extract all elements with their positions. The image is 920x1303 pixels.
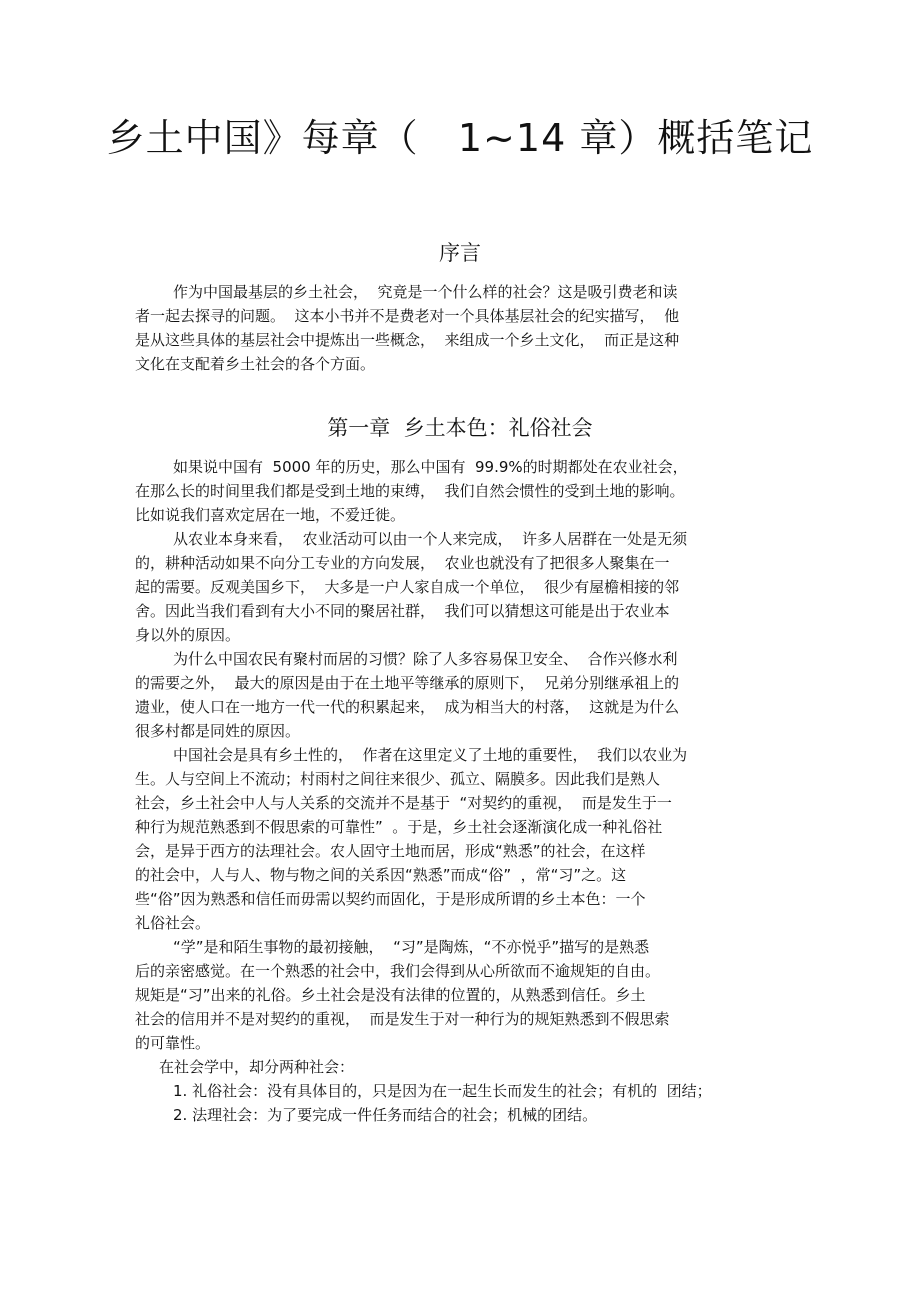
chapter1-line: 比如说我们喜欢定居在一地，不爱迁徙。 <box>135 506 406 524</box>
chapter1-line: 在那么长的时间里我们都是受到土地的束缚， 我们自然会惯性的受到土地的影响。 <box>135 482 685 500</box>
chapter1-line: 社会，乡土社会中人与人关系的交流并不是基于 “对契约的重视， 而是发生于一 <box>135 794 672 812</box>
chapter1-line: 些“俗”因为熟悉和信任而毋需以契约而固化，于是形成所谓的乡土本色：一个 <box>135 890 646 908</box>
chapter1-line: 起的需要。反观美国乡下， 大多是一户人家自成一个单位， 很少有屋檐相接的邻 <box>135 578 680 596</box>
chapter1-line: “学”是和陌生事物的最初接触， “习”是陶炼，“不亦悦乎”描写的是熟悉 <box>173 938 650 956</box>
document-title: 乡土中国》每章（ 1~14 章）概括笔记 <box>106 116 814 160</box>
chapter1-line: 在社会学中，却分两种社会： <box>159 1058 355 1076</box>
chapter1-line: 中国社会是具有乡土性的， 作者在这里定义了土地的重要性， 我们以农业为 <box>173 746 688 764</box>
chapter1-body <box>135 455 775 1127</box>
chapter1-line: 的社会中，人与人、物与物之间的关系因“熟悉”而成“俗” ，常“习”之。这 <box>135 866 627 884</box>
chapter1-heading: 第一章 乡土本色：礼俗社会 <box>327 416 593 440</box>
chapter1-line: 社会的信用并不是对契约的重视， 而是发生于对一种行为的规矩熟悉到不假思索 <box>135 1010 670 1028</box>
chapter1-line: 身以外的原因。 <box>135 626 241 644</box>
chapter1-line: 种行为规范熟悉到不假思索的可靠性” 。于是，乡土社会逐渐演化成一种礼俗社 <box>135 818 663 836</box>
chapter1-list-item: 1. 礼俗社会：没有具体目的，只是因为在一起生长而发生的社会；有机的 团结； <box>173 1082 712 1100</box>
chapter1-line: 生。人与空间上不流动；村雨村之间往来很少、孤立、隔膜多。因此我们是熟人 <box>135 770 661 788</box>
chapter1-line: 为什么中国农民有聚村而居的习惯？除了人多容易保卫安全、 合作兴修水利 <box>173 650 678 668</box>
chapter1-line: 从农业本身来看， 农业活动可以由一个人来完成， 许多人居群在一处是无须 <box>173 530 688 548</box>
chapter1-list-item: 2. 法理社会：为了要完成一件任务而结合的社会；机械的团结。 <box>173 1106 598 1124</box>
preface-paragraph <box>135 280 775 376</box>
preface-heading: 序言 <box>439 241 481 265</box>
chapter1-line: 的可靠性。 <box>135 1034 211 1052</box>
chapter1-line: 如果说中国有 5000 年的历史，那么中国有 99.9%的时期都处在农业社会， <box>173 458 688 476</box>
chapter1-line: 后的亲密感觉。在一个熟悉的社会中，我们会得到从心所欲而不逾规矩的自由。 <box>135 962 661 980</box>
chapter1-line: 舍。因此当我们看到有大小不同的聚居社群， 我们可以猜想这可能是出于农业本 <box>135 602 670 620</box>
chapter1-line: 的需要之外， 最大的原因是由于在土地平等继承的原则下， 兄弟分别继承祖上的 <box>135 674 680 692</box>
chapter1-line: 很多村都是同姓的原因。 <box>135 722 301 740</box>
preface-line: 者一起去探寻的问题。 这本小书并不是费老对一个具体基层社会的纪实描写， 他 <box>135 307 680 325</box>
preface-line: 文化在支配着乡土社会的各个方面。 <box>135 355 376 373</box>
chapter1-line: 会，是异于西方的法理社会。农人固守土地而居，形成“熟悉”的社会，在这样 <box>135 842 646 860</box>
chapter1-line: 礼俗社会。 <box>135 914 211 932</box>
preface-line: 是从这些具体的基层社会中提炼出一些概念， 来组成一个乡土文化， 而正是这种 <box>135 331 680 349</box>
chapter1-line: 的，耕种活动如果不向分工专业的方向发展， 农业也就没有了把很多人聚集在一 <box>135 554 670 572</box>
chapter1-line: 规矩是“习”出来的礼俗。乡土社会是没有法律的位置的，从熟悉到信任。乡土 <box>135 986 646 1004</box>
preface-line: 作为中国最基层的乡土社会， 究竟是一个什么样的社会？这是吸引费老和读 <box>173 283 678 301</box>
chapter1-line: 遗业，使人口在一地方一代一代的积累起来， 成为相当大的村落， 这就是为什么 <box>135 698 680 716</box>
